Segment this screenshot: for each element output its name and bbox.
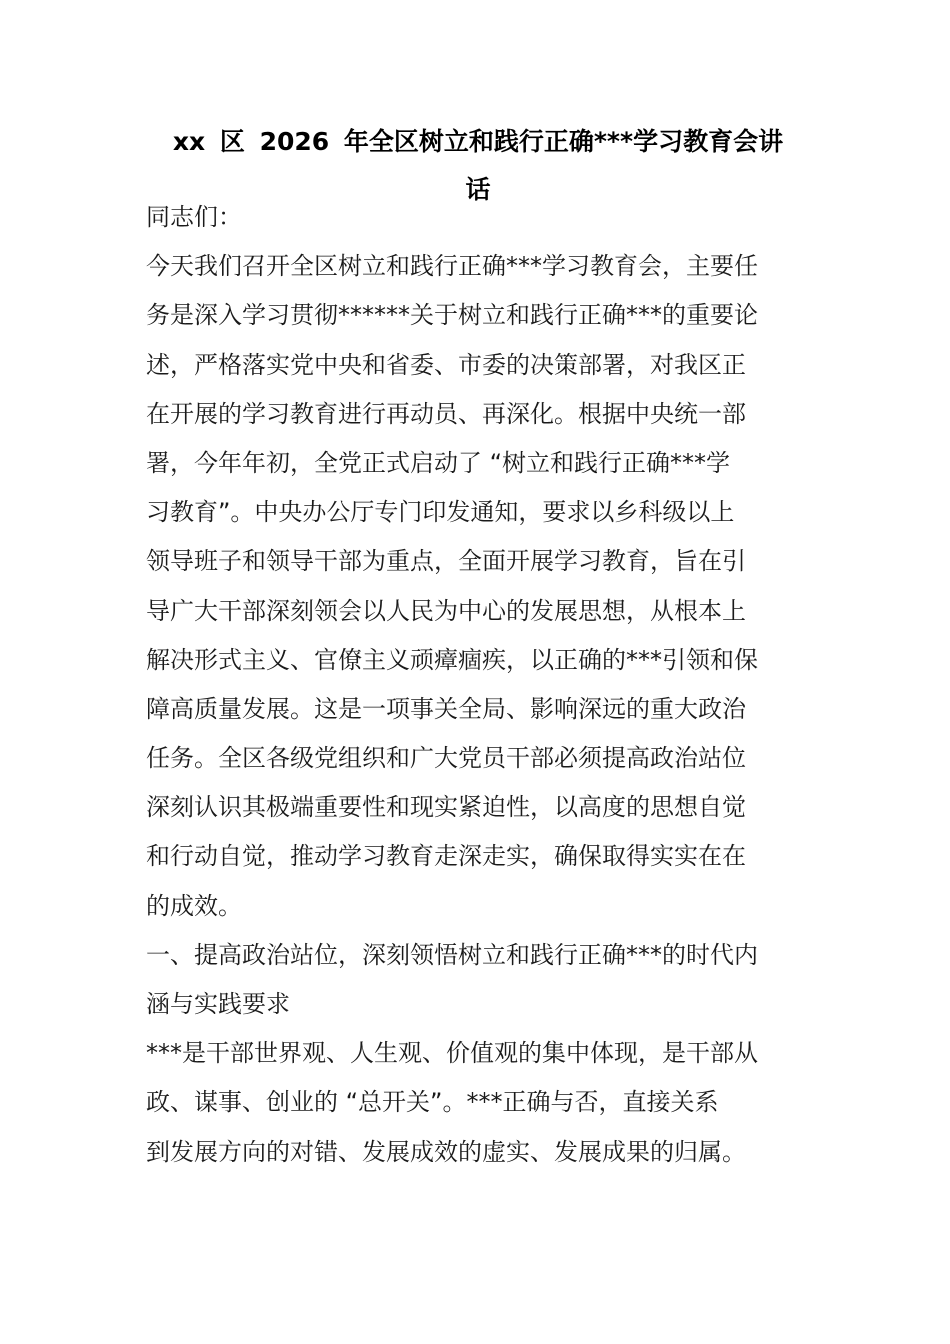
section-heading-1 [146,931,810,1029]
body-line: 在开展的学习教育进行再动员、再深化。根据中央统一部 [146,399,746,428]
body-line: 述，严格落实党中央和省委、市委的决策部署，对我区正 [146,350,746,379]
body-line: ***是干部世界观、人生观、价值观的集中体现，是干部从 [146,1039,758,1068]
body-line: 任务。全区各级党组织和广大党员干部必须提高政治站位 [146,744,746,773]
body-line: 习教育”。中央办公厅专门印发通知，要求以乡科级以上 [146,498,735,527]
title-line: 话 [465,175,491,204]
body-line: 政、谋事、创业的 “总开关”。***正确与否，直接关系 [146,1088,719,1117]
body-line: 障高质量发展。这是一项事关全局、影响深远的重大政治 [146,694,746,723]
body-line: 的成效。 [146,891,242,920]
paragraph-intro [146,242,810,931]
body-line: 领导班子和领导干部为重点，全面开展学习教育，旨在引 [146,547,746,576]
salutation: 同志们： [146,203,242,231]
body-line: 今天我们召开全区树立和践行正确***学习教育会，主要任 [146,252,758,281]
document-body [146,193,810,1177]
body-line: 务是深入学习贯彻******关于树立和践行正确***的重要论 [146,301,758,330]
body-line: 解决形式主义、官僚主义顽瘴痼疾，以正确的***引领和保 [146,645,758,674]
heading-line: 一、提高政治站位，深刻领悟树立和践行正确***的时代内 [146,940,758,969]
title-line: xx 区 2026 年全区树立和践行正确***学习教育会讲 [172,127,784,156]
paragraph-section-1 [146,1029,810,1177]
heading-line: 涵与实践要求 [146,990,290,1018]
body-line: 到发展方向的对错、发展成效的虚实、发展成果的归属。 [146,1137,746,1166]
body-line: 导广大干部深刻领会以人民为中心的发展思想，从根本上 [146,596,746,625]
body-line: 署，今年年初，全党正式启动了 “树立和践行正确***学 [146,448,731,477]
body-line: 深刻认识其极端重要性和现实紧迫性，以高度的思想自觉 [146,793,746,822]
body-line: 和行动自觉，推动学习教育走深走实，确保取得实实在在 [146,842,746,871]
